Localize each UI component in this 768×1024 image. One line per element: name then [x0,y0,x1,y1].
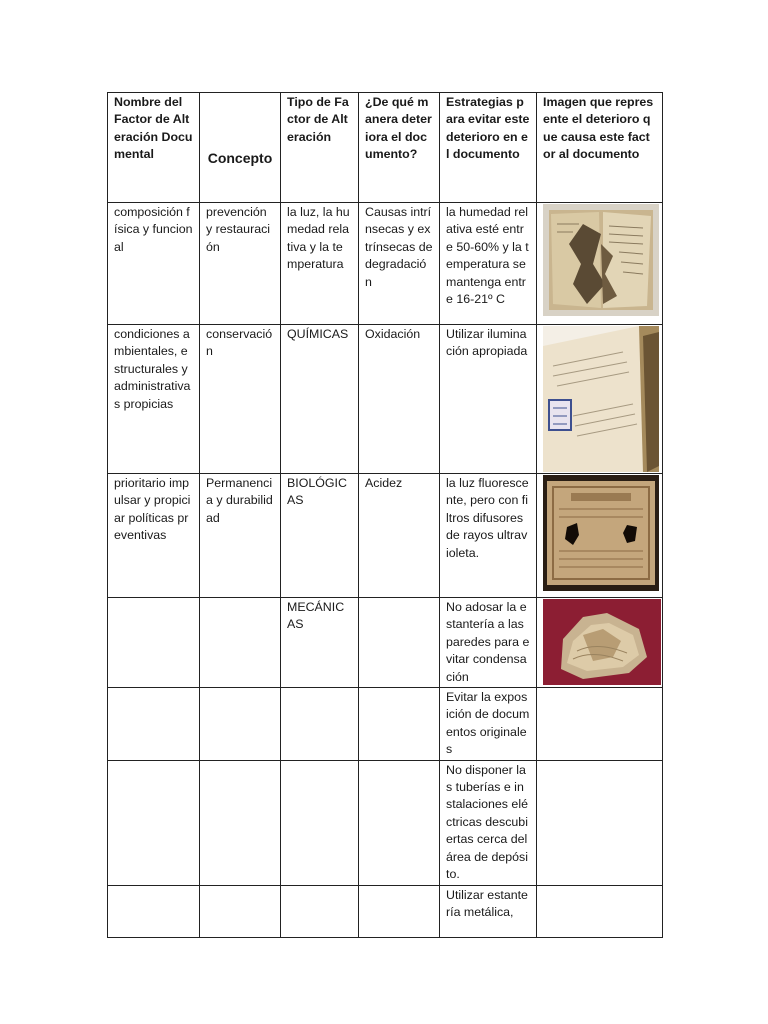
table-row [108,325,663,474]
cell-estrategia: la luz fluorescente, pero con filtros difusores de rayos ultravioleta. [440,474,537,598]
old-book-page-photo [543,326,659,472]
cell-tipo: MECÁNICAS [281,598,359,688]
cell-manera: Causas intrínsecas y extrínsecas de degradación [359,203,440,325]
cell-manera [359,598,440,688]
cell-tipo [281,688,359,761]
table-row [108,760,663,885]
table-header-row [108,93,663,203]
deteriorated-document-photo [543,204,659,316]
cell-concepto [200,885,281,937]
cell-imagen [537,598,663,688]
cell-concepto [200,598,281,688]
cell-estrategia: Utilizar estantería metálica, [440,885,537,937]
table-row [108,474,663,598]
header-concepto: Concepto [200,93,281,203]
cell-nombre [108,885,200,937]
header-estrategias: Estrategias para evitar este deterioro en el documento [440,93,537,203]
cell-concepto: conservación [200,325,281,474]
cell-manera: Acidez [359,474,440,598]
warped-book-photo [543,599,661,685]
deterioration-factors-table [107,92,663,938]
cell-concepto: prevención y restauración [200,203,281,325]
cell-tipo: QUÍMICAS [281,325,359,474]
cell-estrategia: la humedad relativa esté entre 50-60% y la temperatura se mantenga entre 16-21º C [440,203,537,325]
cell-concepto [200,688,281,761]
table-row [108,688,663,761]
cell-manera: Oxidación [359,325,440,474]
cell-manera [359,885,440,937]
header-tipo: Tipo de Factor de Alteración [281,93,359,203]
header-imagen: Imagen que represente el deterioro que causa este factor al documento [537,93,663,203]
cell-nombre: prioritario impulsar y propiciar políticas preventivas [108,474,200,598]
cell-tipo [281,760,359,885]
cell-concepto: Permanencia y durabilidad [200,474,281,598]
cell-nombre [108,688,200,761]
cell-nombre [108,760,200,885]
header-manera: ¿De qué manera deteriora el documento? [359,93,440,203]
table-row [108,885,663,937]
cell-tipo [281,885,359,937]
cell-estrategia: No adosar la estantería a las paredes para evitar condensación [440,598,537,688]
cell-tipo: BIOLÓGICAS [281,474,359,598]
cell-estrategia: Evitar la exposición de documentos originales [440,688,537,761]
cell-manera [359,760,440,885]
cell-imagen [537,203,663,325]
cell-tipo: la luz, la humedad relativa y la temperatura [281,203,359,325]
cell-imagen [537,885,663,937]
cell-manera [359,688,440,761]
cell-estrategia: No disponer las tuberías e instalaciones eléctricas descubiertas cerca del área de depósito. [440,760,537,885]
cell-concepto [200,760,281,885]
cell-imagen [537,474,663,598]
cell-nombre: condiciones ambientales, estructurales y administrativas propicias [108,325,200,474]
cell-nombre: composición física y funcional [108,203,200,325]
damaged-certificate-photo [543,475,659,591]
table-row [108,203,663,325]
cell-nombre [108,598,200,688]
cell-estrategia: Utilizar iluminación apropiada [440,325,537,474]
cell-imagen [537,688,663,761]
table-row [108,598,663,688]
header-nombre: Nombre del Factor de Alteración Documental [108,93,200,203]
cell-imagen [537,760,663,885]
cell-imagen [537,325,663,474]
